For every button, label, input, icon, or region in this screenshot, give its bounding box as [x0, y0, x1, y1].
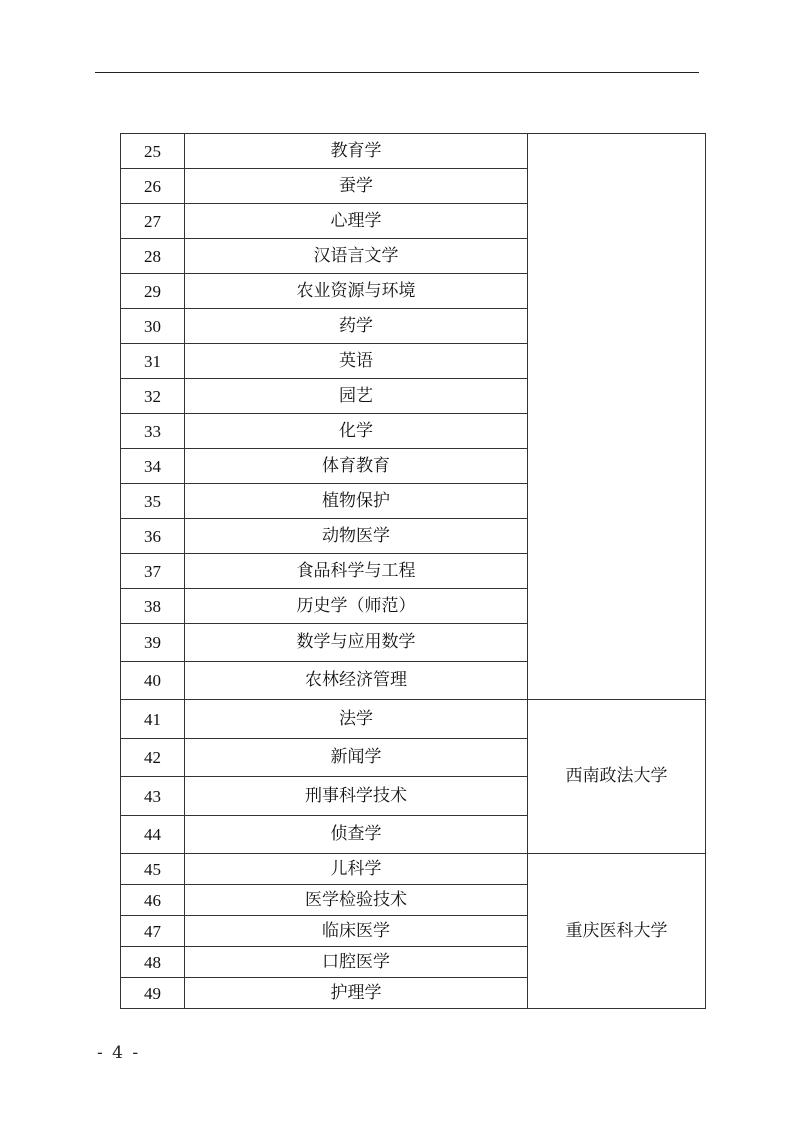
- major-name: 汉语言文学: [185, 239, 528, 274]
- row-number: 27: [121, 204, 185, 239]
- major-name: 食品科学与工程: [185, 554, 528, 589]
- row-number: 49: [121, 978, 185, 1009]
- major-name: 刑事科学技术: [185, 777, 528, 816]
- major-name: 儿科学: [185, 854, 528, 885]
- row-number: 40: [121, 662, 185, 700]
- row-number: 34: [121, 449, 185, 484]
- row-number: 25: [121, 134, 185, 169]
- major-name: 新闻学: [185, 739, 528, 777]
- major-name: 体育教育: [185, 449, 528, 484]
- row-number: 32: [121, 379, 185, 414]
- table-row: [121, 854, 706, 885]
- row-number: 44: [121, 816, 185, 854]
- header-rule: [95, 72, 699, 73]
- row-number: 31: [121, 344, 185, 379]
- major-name: 临床医学: [185, 916, 528, 947]
- major-name: 农林经济管理: [185, 662, 528, 700]
- major-name: 植物保护: [185, 484, 528, 519]
- row-number: 33: [121, 414, 185, 449]
- row-number: 46: [121, 885, 185, 916]
- university-cell: 西南政法大学: [528, 700, 706, 854]
- major-name: 教育学: [185, 134, 528, 169]
- row-number: 37: [121, 554, 185, 589]
- row-number: 35: [121, 484, 185, 519]
- major-name: 心理学: [185, 204, 528, 239]
- row-number: 41: [121, 700, 185, 739]
- major-name: 英语: [185, 344, 528, 379]
- major-name: 医学检验技术: [185, 885, 528, 916]
- row-number: 36: [121, 519, 185, 554]
- major-name: 数学与应用数学: [185, 624, 528, 662]
- major-name: 农业资源与环境: [185, 274, 528, 309]
- row-number: 29: [121, 274, 185, 309]
- row-number: 43: [121, 777, 185, 816]
- university-cell: 重庆医科大学: [528, 854, 706, 1009]
- major-name: 园艺: [185, 379, 528, 414]
- row-number: 38: [121, 589, 185, 624]
- row-number: 30: [121, 309, 185, 344]
- major-name: 蚕学: [185, 169, 528, 204]
- row-number: 39: [121, 624, 185, 662]
- row-number: 48: [121, 947, 185, 978]
- row-number: 42: [121, 739, 185, 777]
- major-name: 动物医学: [185, 519, 528, 554]
- majors-table: [120, 133, 706, 1009]
- university-cell: [528, 134, 706, 700]
- major-name: 药学: [185, 309, 528, 344]
- row-number: 47: [121, 916, 185, 947]
- majors-table-body: [121, 134, 706, 1009]
- row-number: 26: [121, 169, 185, 204]
- row-number: 45: [121, 854, 185, 885]
- major-name: 口腔医学: [185, 947, 528, 978]
- major-name: 护理学: [185, 978, 528, 1009]
- table-row: [121, 134, 706, 169]
- major-name: 侦查学: [185, 816, 528, 854]
- major-name: 法学: [185, 700, 528, 739]
- table-row: [121, 700, 706, 739]
- major-name: 历史学（师范）: [185, 589, 528, 624]
- major-name: 化学: [185, 414, 528, 449]
- page-number: - 4 -: [97, 1043, 141, 1063]
- row-number: 28: [121, 239, 185, 274]
